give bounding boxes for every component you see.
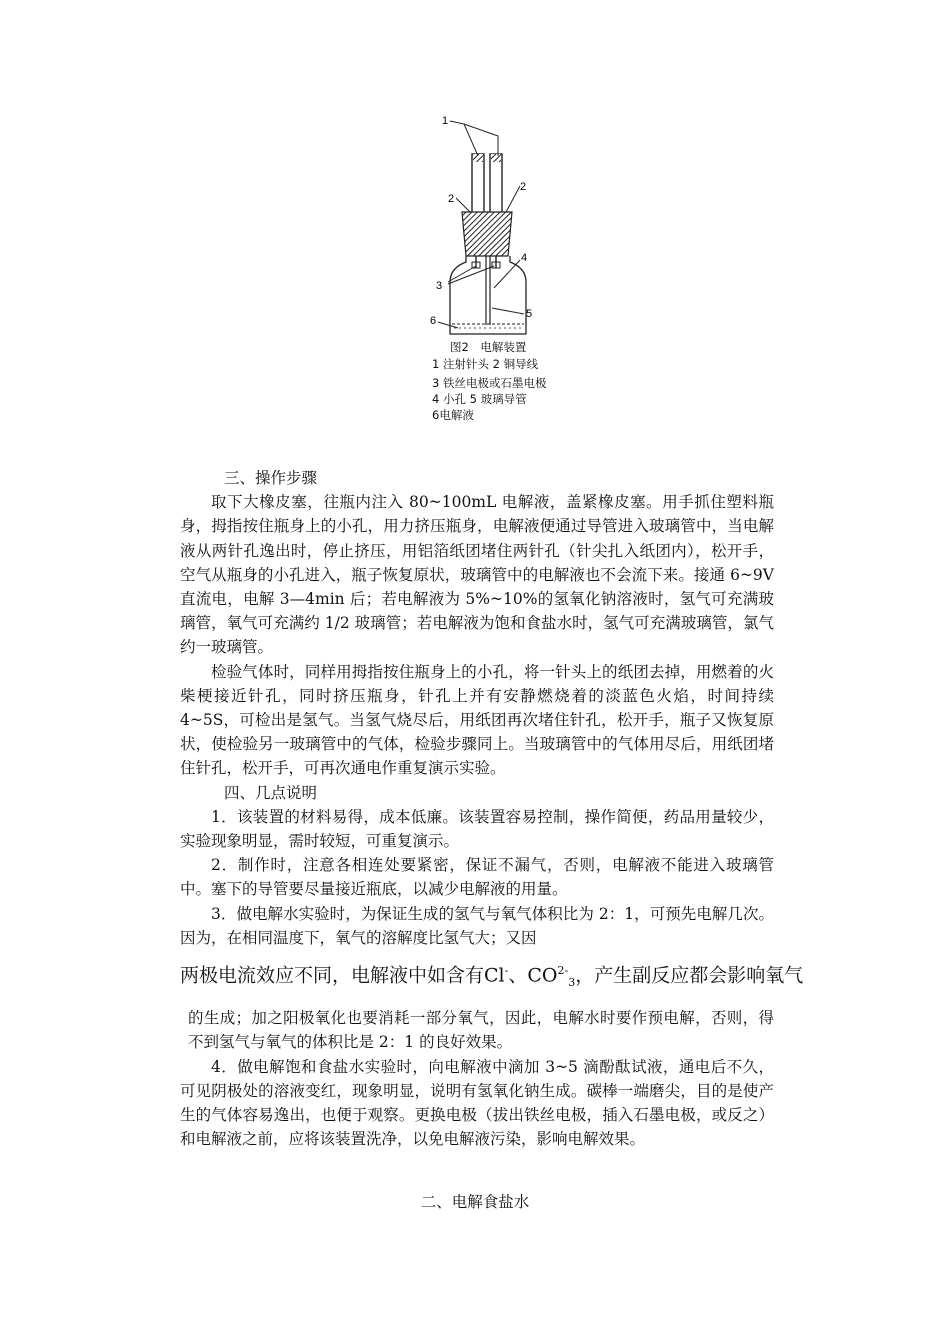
label-4: 4: [521, 252, 528, 264]
figure-caption-title: 图2 电解装置: [450, 340, 527, 354]
carbonate-charge: 2-: [557, 964, 569, 978]
formula-prefix: 两极电流效应不同，电解液中如含有: [180, 964, 485, 987]
label-1: 1: [442, 115, 449, 127]
formula-separator: 、: [508, 964, 528, 987]
figure-caption-line-4: 6电解液: [432, 408, 474, 422]
note-4: 4．做电解饱和食盐水实验时，向电解液中滴加 3~5 滴酚酞试液，通电后不久，可见阴极处的溶液变红，现象明显，说明有氢氧化钠生成。碳棒一端磨尖，目的是使产生的气体容易逸出，也便于观察。更换电极（拔出铁丝电极，插入石墨电极，或反之）和电解液之前，应将该装置洗净，以免电解液污染，影响电解效果。: [180, 1057, 774, 1149]
formula-line: [180, 956, 804, 998]
label-5: 5: [526, 308, 533, 320]
electrolysis-apparatus-figure: [428, 108, 588, 426]
label-3: 3: [436, 280, 443, 292]
section-heading-steps: 三、操作步骤: [224, 469, 318, 487]
figure-caption-line-2: 3 铁丝电极或石墨电极: [432, 376, 547, 390]
note-3-continued: 的生成；加之阳极氧化也要消耗一部分氧气，因此，电解水时要作预电解，否则，得不到氢气与氧气的体积比是 2：1 的良好效果。: [188, 1009, 774, 1052]
section-heading-notes: 四、几点说明: [224, 783, 318, 802]
formula-suffix: ，产生副反应都会影响氧气: [575, 964, 804, 987]
label-2-left: 2: [448, 193, 455, 205]
section-heading-salt-electrolysis: 二、电解食盐水: [420, 1193, 530, 1211]
note-3: 3．做电解水实验时，为保证生成的氢气与氧气体积比为 2：1，可预先电解几次。因为，在相同温度下，氧气的溶解度比氢气大；又因: [180, 904, 774, 947]
note-2: 2．制作时，注意各相连处要紧密，保证不漏气，否则，电解液不能进入玻璃管中。塞下的导管要尽量接近瓶底，以减少电解液的用量。: [180, 856, 774, 899]
label-6: 6: [430, 315, 437, 327]
apparatus-drawing: [428, 108, 588, 348]
figure-caption-line-3: 4 小孔 5 玻璃导管: [432, 392, 527, 406]
carbonate-subscript: 3: [568, 976, 576, 990]
chloride-formula: Cl: [484, 964, 505, 987]
chloride-charge: -: [504, 964, 509, 978]
paragraph-gas-test: 检验气体时，同样用拇指按住瓶身上的小孔，将一针头上的纸团去掉，用燃着的火柴梗接近针孔，同时挤压瓶身，针孔上并有安静燃烧着的淡蓝色火焰，时间持续 4~5S，可检出是氢气。当氢气烧尽后，用纸团再次堵住针孔，松开手，瓶子又恢复原状，使检验另一玻璃管中的气体，检验步骤同上。当玻璃管中的气体用尽后，用纸团堵住针孔，松开手，可再次通电作重复演示实验。: [180, 662, 774, 778]
paragraph-procedure: 取下大橡皮塞，往瓶内注入 80~100mL 电解液，盖紧橡皮塞。用手抓住塑料瓶身，拇指按住瓶身上的小孔，用力挤压瓶身，电解液便通过导管进入玻璃管中，当电解液从两针孔逸出时，停止挤压，用铝箔纸团堵住两针孔（针尖扎入纸团内），松开手，空气从瓶身的小孔进入，瓶子恢复原状，玻璃管中的电解液也不会流下来。接通 6~9V 直流电，电解 3—4min 后；若电解液为 5%~10%的氢氧化钠溶液时，氢气可充满玻璃管，氧气可充满约 1/2 玻璃管；若电解液为饱和食盐水时，氢气可充满玻璃管，氯气约一玻璃管。: [180, 493, 774, 657]
figure-caption-line-1: 1 注射针头 2 铜导线: [432, 357, 539, 371]
label-2-right: 2: [520, 181, 527, 193]
document-body: [180, 466, 804, 1151]
carbonate-formula: CO: [527, 964, 558, 987]
note-1: 1．该装置的材料易得，成本低廉。该装置容易控制，操作简便，药品用量较少，实验现象明显，需时较短，可重复演示。: [180, 807, 774, 851]
